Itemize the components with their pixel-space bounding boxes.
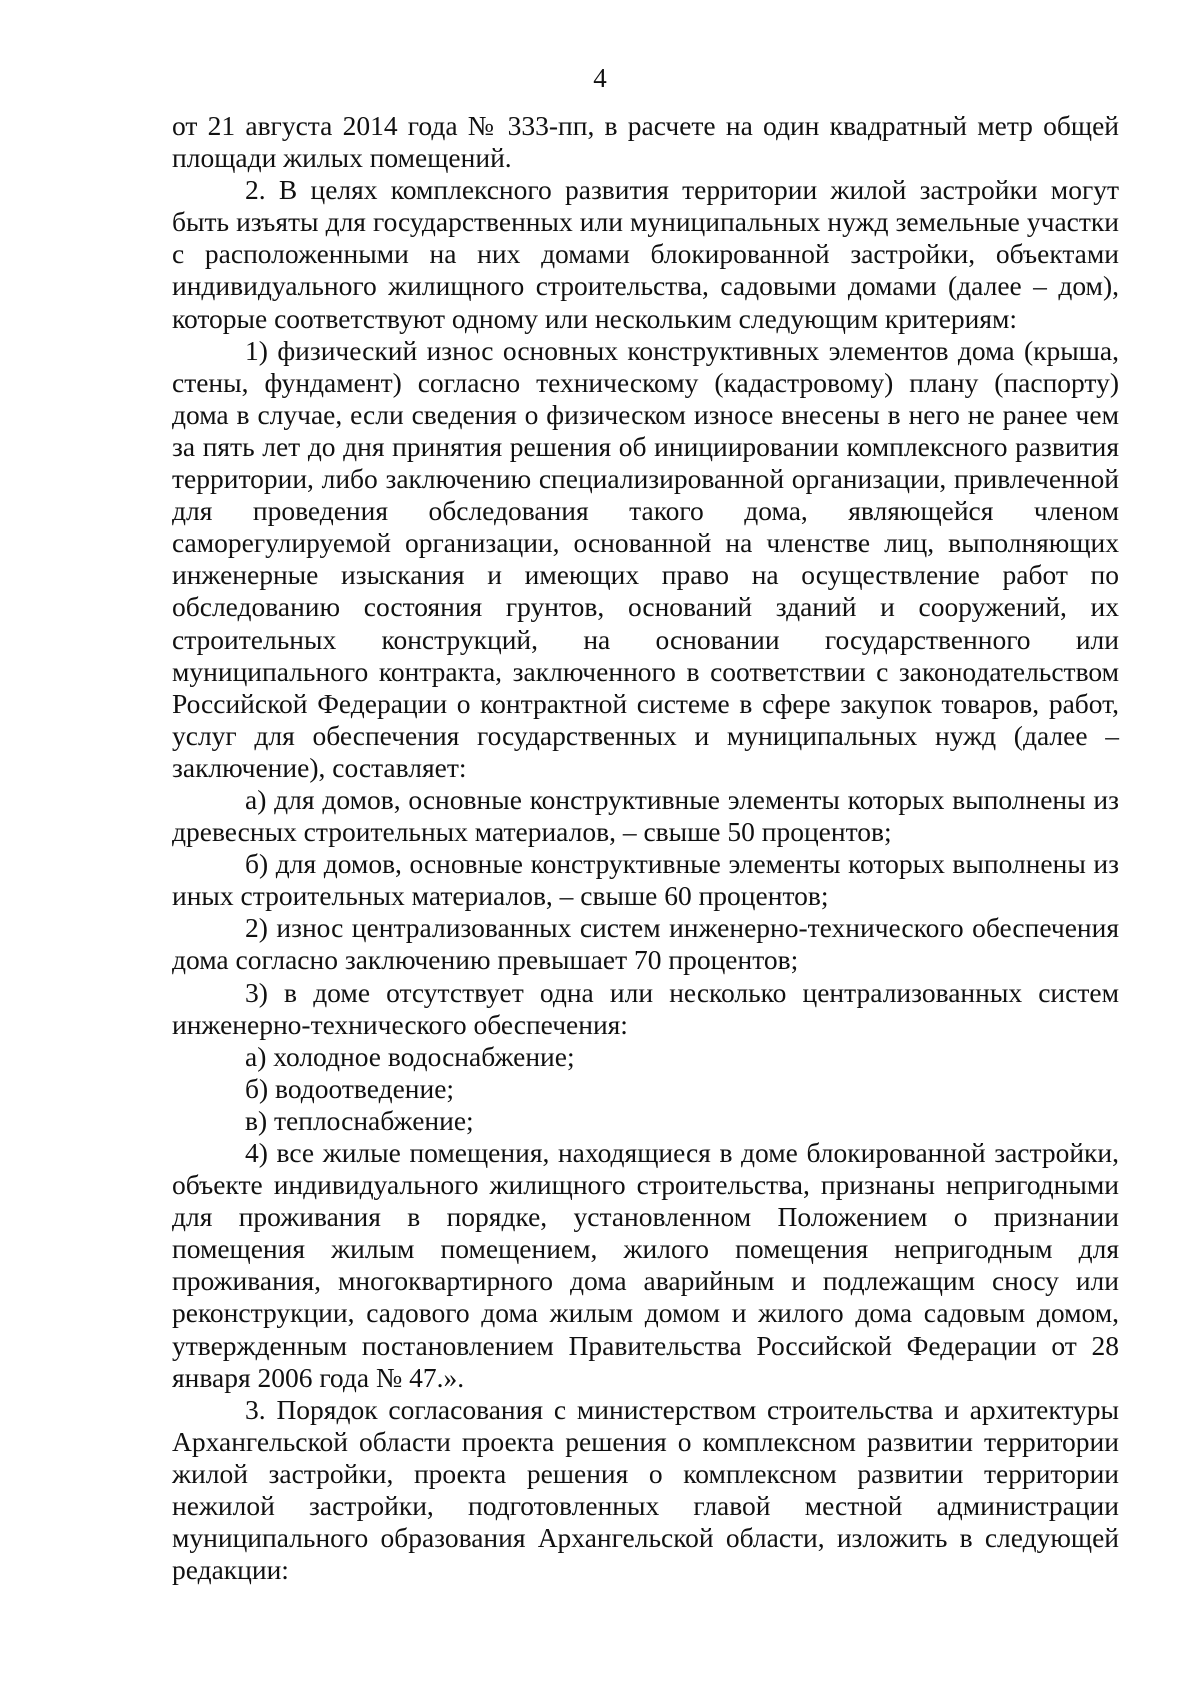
paragraph-criterion-4: 4) все жилые помещения, находящиеся в доме блокированной застройки, объекте индивидуального жилищного строительства, признаны непригодными для проживания в порядке, установленном Положением о признании помещения жилым помещением, жилого помещения непригодным для проживания, многоквартирного дома аварийным и подлежащим сносу или реконструкции, садового дома жилым домом и жилого дома садовым домом, утвержденным постановлением Правительства Российской Федерации от 28 января 2006 года № 47.». xyxy=(172,1137,1119,1393)
document-body xyxy=(172,110,1119,1586)
paragraph-criterion-1a: а) для домов, основные конструктивные элементы которых выполнены из древесных строительных материалов, – свыше 50 процентов; xyxy=(172,783,1119,848)
paragraph-criterion-1: 1) физический износ основных конструктивных элементов дома (крыша, стены, фундамент) согласно техническому (кадастровому) плану (паспорту) дома в случае, если сведения о физическом износе внесены в него не ранее чем за пять лет до дня принятия решения об инициировании комплексного развития территории, либо заключению специализированной организации, привлеченной для проведения обследования такого дома, являющейся членом саморегулируемой организации, основанной на членстве лиц, выполняющих инженерные изыскания и имеющих право на осуществление работ по обследованию состояния грунтов, оснований зданий и сооружений, их строительных конструкций, на основании государственного или муниципального контракта, заключенного в соответствии с законодательством Российской Федерации о контрактной системе в сфере закупок товаров, работ, услуг для обеспечения государственных и муниципальных нужд (далее – заключение), составляет: xyxy=(172,334,1119,783)
paragraph-continuation: от 21 августа 2014 года № 333-пп, в расчете на один квадратный метр общей площади жилых помещений. xyxy=(172,110,1119,174)
paragraph-criterion-3b: б) водоотведение; xyxy=(245,1072,455,1104)
page-number: 4 xyxy=(593,63,607,93)
paragraph-item-3: 3. Порядок согласования с министерством строительства и архитектуры Архангельской области проекта решения о комплексном развитии территории жилой застройки, проекта решения о комплексном развитии территории нежилой застройки, подготовленных главой местной администрации муниципального образования Архангельской области, изложить в следующей редакции: xyxy=(172,1393,1119,1586)
paragraph-criterion-3: 3) в доме отсутствует одна или несколько централизованных систем инженерно-технического обеспечения: xyxy=(172,976,1119,1040)
paragraph-criterion-2: 2) износ централизованных систем инженерно-технического обеспечения дома согласно заключению превышает 70 процентов; xyxy=(172,912,1119,976)
paragraph-criterion-1b: б) для домов, основные конструктивные элементы которых выполнены из иных строительных материалов, – свыше 60 процентов; xyxy=(172,848,1119,912)
paragraph-item-2: 2. В целях комплексного развития территории жилой застройки могут быть изъяты для государственных или муниципальных нужд земельные участки с расположенными на них домами блокированной застройки, объектами индивидуального жилищного строительства, садовыми домами (далее – дом), которые соответствуют одному или нескольким следующим критериям: xyxy=(172,174,1119,334)
paragraph-criterion-3c: в) теплоснабжение; xyxy=(245,1104,474,1136)
paragraph-criterion-3a: а) холодное водоснабжение; xyxy=(245,1040,575,1072)
